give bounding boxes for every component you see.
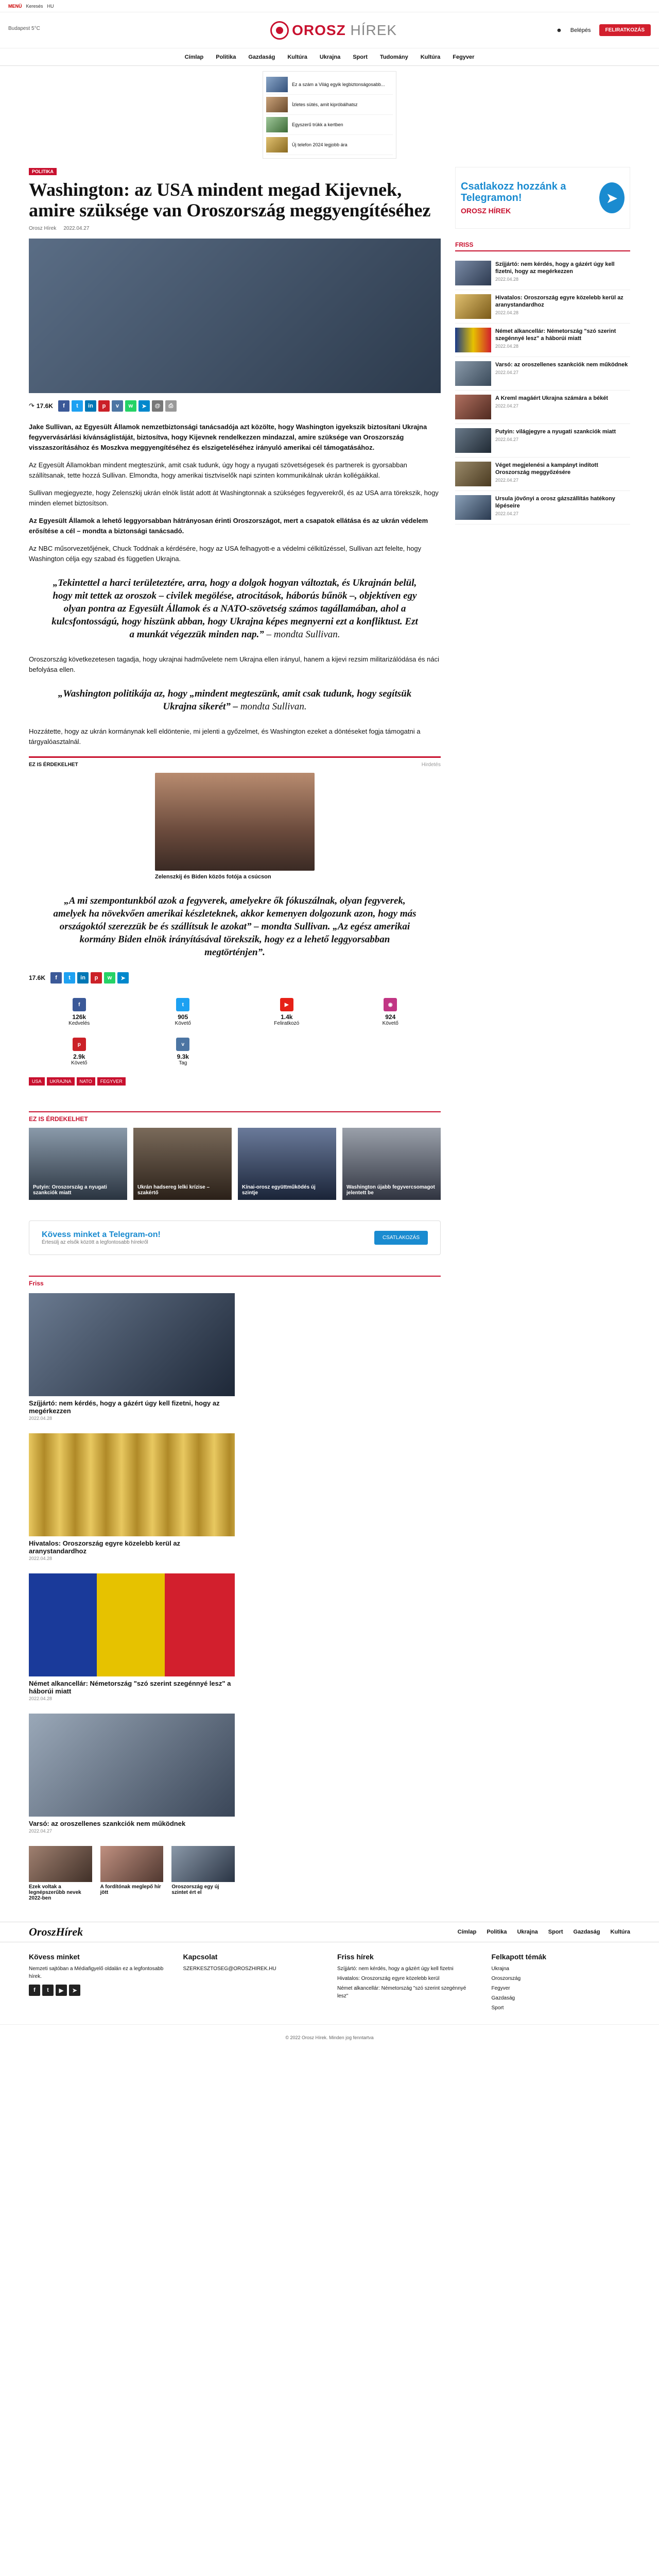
sidebar-thumb bbox=[455, 261, 491, 285]
login-link[interactable]: Belépés bbox=[570, 27, 591, 33]
ad-title: Ízletes sütés, amit kipróbálhatsz bbox=[292, 102, 358, 107]
footer-topic-link[interactable]: Gazdaság bbox=[491, 1995, 515, 2001]
weather-widget: Budapest 5°C bbox=[8, 26, 40, 31]
sidebar-item-date: 2022.04.28 bbox=[495, 310, 519, 315]
sidebar-item-date: 2022.04.27 bbox=[495, 437, 519, 442]
ad-title: Egyszerű trükk a kertben bbox=[292, 122, 343, 127]
feed-image bbox=[29, 1573, 235, 1676]
social-facebook[interactable] bbox=[29, 994, 130, 1030]
pull-quote bbox=[29, 889, 441, 964]
nav-item[interactable]: Kultúra bbox=[420, 54, 441, 60]
telegram-cta-label: Kövess minket a Telegram-on! bbox=[42, 1230, 161, 1239]
whatsapp-share-icon[interactable]: w bbox=[104, 972, 115, 984]
top-bar bbox=[0, 0, 659, 12]
whatsapp-share-icon[interactable]: w bbox=[125, 400, 136, 412]
paragraph: Oroszország következetesen tagadja, hogy ukrajnai hadművelete nem Ukrajna ellen irányul, hanem a kijevi rezsim militarizálódása és náci befolyása ellen. bbox=[29, 655, 440, 673]
paragraph: Az Egyesült Államok a lehető leggyorsabban hátrányosan érinti Oroszországot, mert a csapatok ellátása és az ukrán védelem erősítése a cél – mondta a biztonsági tanácsadó. bbox=[29, 517, 428, 535]
article-main bbox=[29, 167, 441, 1091]
feed-image bbox=[29, 1433, 235, 1536]
nav-item[interactable]: Kultúra bbox=[287, 54, 307, 60]
sidebar-item[interactable] bbox=[455, 357, 630, 391]
logo-icon bbox=[270, 21, 289, 40]
footer-heading: Kapcsolat bbox=[183, 1953, 218, 1961]
sidebar-item-title: Szíjjártó: nem kérdés, hogy a gázért úgy kell fizetni, hogy az megérkezzen bbox=[495, 261, 615, 275]
ad-thumbnail bbox=[266, 77, 288, 92]
footer-topic-link[interactable]: Ukrajna bbox=[491, 1966, 509, 1972]
nav-item[interactable]: Sport bbox=[353, 54, 368, 60]
article-title: Washington: az USA mindent megad Kijevnek, amire szüksége van Oroszország meggyengítéséhez bbox=[29, 179, 431, 221]
footer-menu bbox=[458, 1929, 630, 1935]
banner-text: Csatlakozz hozzánk a Telegramon! bbox=[461, 181, 566, 204]
footer-text: Nemzeti sajtóban a Médiafigyelő oldalán ez a legfontosabb hírek. bbox=[29, 1966, 164, 1979]
footer-nav bbox=[0, 1922, 659, 1942]
news-feed bbox=[29, 1293, 235, 1834]
social-youtube[interactable] bbox=[236, 994, 337, 1030]
sidebar-item-date: 2022.04.27 bbox=[495, 511, 519, 516]
footer-heading: Kövess minket bbox=[29, 1953, 80, 1961]
row-title: Oroszország egy új szintet ért el bbox=[171, 1884, 219, 1895]
facebook-share-icon[interactable]: f bbox=[58, 400, 70, 412]
article-meta bbox=[29, 226, 441, 231]
nav-item[interactable]: Gazdaság bbox=[248, 54, 275, 60]
footer-topic-link[interactable]: Sport bbox=[491, 2005, 504, 2011]
user-icon[interactable]: ☻ bbox=[556, 27, 562, 33]
copyright: © 2022 Orosz Hírek. Minden jog fenntartva bbox=[0, 2024, 659, 2050]
more-card-title: Ukrán hadsereg lelki krízise – szakértő bbox=[137, 1184, 210, 1196]
footer-news-list bbox=[337, 1965, 476, 2000]
paragraph: Az NBC műsorvezetőjének, Chuck Toddnak a kérdésére, hogy az USA felhagyott-e a védelmi célkitűzéssel, Sullivan azt felelte, hogy Washington célja egy szabad és független Ukrajna. bbox=[29, 545, 422, 563]
youtube-icon: ▶ bbox=[280, 998, 293, 1011]
facebook-share-icon[interactable]: f bbox=[50, 972, 62, 984]
feed-title-text: Hivatalos: Oroszország egyre közelebb kerül az aranystandardhoz bbox=[29, 1539, 181, 1555]
sidebar-thumb bbox=[455, 428, 491, 453]
vk-share-icon[interactable]: v bbox=[112, 400, 123, 412]
more-card[interactable] bbox=[238, 1128, 336, 1200]
pinterest-share-icon[interactable]: p bbox=[91, 972, 102, 984]
more-card[interactable] bbox=[342, 1128, 441, 1200]
tag[interactable]: UKRAJNA bbox=[47, 1077, 75, 1086]
logo-text bbox=[292, 22, 397, 39]
sidebar-item[interactable] bbox=[455, 424, 630, 457]
language-selector[interactable]: HU bbox=[47, 3, 54, 9]
feed-image bbox=[29, 1293, 235, 1396]
sidebar-item-date: 2022.04.27 bbox=[495, 403, 519, 409]
vk-icon: v bbox=[176, 1038, 189, 1051]
search-link[interactable]: Keresés bbox=[26, 3, 43, 9]
related-box bbox=[29, 756, 441, 880]
more-grid bbox=[29, 1128, 441, 1200]
pull-quote bbox=[29, 682, 441, 718]
sidebar-thumb bbox=[455, 328, 491, 352]
feed-date: 2022.04.28 bbox=[29, 1696, 53, 1701]
header-actions bbox=[556, 24, 651, 36]
quote-attribution: – mondta Sullivan. bbox=[266, 629, 340, 640]
contact-email[interactable]: SZERKESZTOSEG@OROSZHIREK.HU bbox=[183, 1966, 276, 1972]
ad-item[interactable] bbox=[266, 75, 393, 95]
nav-item[interactable]: Politika bbox=[216, 54, 236, 60]
feed-item[interactable] bbox=[29, 1714, 235, 1834]
sidebar-item[interactable] bbox=[455, 290, 630, 324]
social-label: Követő bbox=[382, 1021, 398, 1026]
footer-heading: Felkapott témák bbox=[491, 1953, 547, 1961]
social-count: 1.4k bbox=[281, 1013, 293, 1021]
site-header bbox=[0, 12, 659, 48]
footer-nav-item[interactable]: Gazdaság bbox=[573, 1929, 600, 1935]
tag-list bbox=[29, 1077, 441, 1086]
content-container bbox=[0, 167, 659, 1091]
social-count: 126k bbox=[72, 1013, 86, 1021]
share-count: 17.6K bbox=[36, 402, 53, 410]
footer-news-link[interactable]: Német alkancellár: Németország "szó szerint szegénnyé lesz" bbox=[337, 1986, 466, 1999]
footer-social bbox=[29, 1985, 168, 1996]
linkedin-share-icon[interactable]: in bbox=[85, 400, 96, 412]
sidebar-item[interactable] bbox=[455, 324, 630, 357]
ad-item[interactable] bbox=[266, 135, 393, 155]
sidebar-item-date: 2022.04.27 bbox=[495, 370, 519, 375]
telegram-cta-sub: Értesülj az elsők között a legfontosabb hírekről bbox=[42, 1240, 148, 1245]
sidebar-item-title: Varsó: az oroszellenes szankciók nem működnek bbox=[495, 362, 628, 368]
nav-item[interactable]: Ukrajna bbox=[319, 54, 341, 60]
sidebar-item-title: A Kreml magáért Ukrajna számára a békét bbox=[495, 395, 609, 401]
footer-news-link[interactable]: Hivatalos: Oroszország egyre közelebb kerül bbox=[337, 1976, 440, 1981]
social-pinterest[interactable] bbox=[29, 1033, 130, 1070]
related-title: Zelenszkij és Biden közös fotója a csúcson bbox=[155, 874, 271, 880]
sidebar-item-title: Német alkancellár: Németország "szó szerint szegénnyé lesz" a háborúi miatt bbox=[495, 328, 616, 342]
footer-col-contact bbox=[183, 1953, 322, 2014]
social-vk[interactable] bbox=[133, 1033, 234, 1070]
related-card[interactable] bbox=[155, 773, 315, 880]
email-share-icon[interactable]: @ bbox=[152, 400, 163, 412]
feed-date: 2022.04.28 bbox=[29, 1556, 53, 1561]
footer-topic-link[interactable]: Fegyver bbox=[491, 1986, 510, 1991]
social-count: 9.3k bbox=[177, 1053, 189, 1060]
social-label: Feliratkozó bbox=[274, 1021, 300, 1026]
sidebar-thumb bbox=[455, 395, 491, 419]
feed-date: 2022.04.28 bbox=[29, 1416, 53, 1421]
site-logo[interactable] bbox=[270, 21, 397, 40]
pinterest-icon: p bbox=[73, 1038, 86, 1051]
hero-image bbox=[29, 239, 441, 393]
related-image bbox=[155, 773, 315, 871]
twitter-share-icon[interactable]: t bbox=[64, 972, 75, 984]
sidebar-thumb bbox=[455, 462, 491, 486]
feed-row bbox=[29, 1846, 235, 1901]
pinterest-share-icon[interactable]: p bbox=[98, 400, 110, 412]
menu-link[interactable]: MENÜ bbox=[8, 3, 22, 9]
quote-text: „Tekintettel a harci területeztére, arra, hogy a dolgok hogyan változtak, és Ukrajnán belül, hogy mit tettek az oroszok – civilek megölése, atrocitások, háborús bűnök –, objektíven egy olyan pontra az Egyesült Államok és a NATO-szövetség számos tagállamában, ahol a kulcsfontosságú, hogy hiszünk abban, hogy Ukrajna képes megnyerni ezt a konfliktust. Ezt a munkát végezzük minden nap.” bbox=[51, 578, 418, 640]
category-badge[interactable]: POLITIKA bbox=[29, 168, 57, 175]
related-header bbox=[29, 762, 441, 768]
nav-item[interactable]: Címlap bbox=[184, 54, 204, 60]
social-twitter[interactable] bbox=[133, 994, 234, 1030]
feed-image bbox=[29, 1714, 235, 1817]
footer-nav-item[interactable]: Kultúra bbox=[610, 1929, 630, 1935]
sidebar-item-title: Hivatalos: Oroszország egyre közelebb kerül az aranystandardhoz bbox=[495, 295, 623, 308]
nav-item[interactable]: Tudomány bbox=[379, 54, 408, 60]
sidebar-thumb bbox=[455, 294, 491, 319]
sidebar-item-date: 2022.04.27 bbox=[495, 478, 519, 483]
ad-item[interactable] bbox=[266, 115, 393, 135]
footer-col-follow bbox=[29, 1953, 168, 2014]
publish-date: 2022.04.27 bbox=[63, 226, 90, 231]
feed-item[interactable] bbox=[29, 1293, 235, 1421]
social-instagram[interactable] bbox=[340, 994, 441, 1030]
feed-title: Friss bbox=[29, 1276, 441, 1287]
footer-col-news bbox=[337, 1953, 476, 2014]
sidebar-item-title: Véget megjelenési a kampányt indított Oroszország meggyőzésére bbox=[495, 462, 598, 476]
more-card-title: Kínai-orosz együttműködés új szintje bbox=[242, 1184, 316, 1196]
sidebar-item-title: Putyin: világjegyre a nyugati szankciók miatt bbox=[495, 429, 616, 435]
footer-news-link[interactable]: Szíjjártó: nem kérdés, hogy a gázért úgy kell fizetni bbox=[337, 1966, 454, 1972]
row-title: Ezek voltak a legnépszerűbb nevek 2022-ben bbox=[29, 1884, 81, 1901]
sidebar-item-date: 2022.04.28 bbox=[495, 344, 519, 349]
more-section bbox=[0, 1111, 659, 1901]
telegram-share-icon[interactable]: ➤ bbox=[138, 400, 150, 412]
sidebar-thumb bbox=[455, 495, 491, 520]
footer-logo[interactable]: OroszHírek bbox=[29, 1925, 83, 1938]
row-image bbox=[171, 1846, 235, 1882]
tag[interactable]: FEGYVER bbox=[97, 1077, 126, 1086]
ad-badge: Hirdetés bbox=[421, 762, 441, 768]
telegram-banner[interactable] bbox=[455, 167, 630, 229]
footer-topic-link[interactable]: Oroszország bbox=[491, 1976, 521, 1981]
twitter-icon[interactable]: t bbox=[42, 1985, 54, 1996]
main-nav bbox=[0, 48, 659, 66]
footer-nav-item[interactable]: Ukrajna bbox=[517, 1929, 538, 1935]
ad-title: Új telefon 2024 legjobb ára bbox=[292, 142, 348, 147]
row-card[interactable] bbox=[29, 1846, 92, 1901]
print-share-icon[interactable]: ⎙ bbox=[165, 400, 177, 412]
quote-text: „A mi szempontunkból azok a fegyverek, amelyekre ők fókuszálnak, olyan fegyverek, amelyek ha növekvően amerikai készleteknek, akkor kemenyen dolgozunk azon, hogy más országoktól szerezzük be és szállítsuk le azokat” – mondta Sullivan. „Az egész amerikai kormány Biden elnök irányításával törekszik, hogy ez a lehető leggyorsabban megtörténjen”. bbox=[53, 895, 417, 958]
ad-item[interactable] bbox=[266, 95, 393, 115]
article-body bbox=[29, 422, 441, 964]
footer-nav-item[interactable]: Címlap bbox=[457, 1929, 477, 1935]
feed-title-text: Varsó: az oroszellenes szankciók nem működnek bbox=[29, 1820, 186, 1827]
row-card[interactable] bbox=[100, 1846, 164, 1901]
footer-heading: Friss hírek bbox=[337, 1953, 374, 1961]
row-title: A fordítónak meglepő hír jött bbox=[100, 1884, 161, 1895]
sidebar-item[interactable] bbox=[455, 391, 630, 424]
footer-col-topics bbox=[492, 1953, 631, 2014]
share-icon: ↷ bbox=[29, 402, 34, 410]
social-count: 905 bbox=[178, 1013, 188, 1021]
banner-logo: OROSZ HÍREK bbox=[461, 207, 511, 215]
social-label: Kedvelés bbox=[68, 1021, 90, 1026]
row-image bbox=[100, 1846, 164, 1882]
sidebar-item[interactable] bbox=[455, 491, 630, 524]
feed-date: 2022.04.27 bbox=[29, 1828, 53, 1834]
row-image bbox=[29, 1846, 92, 1882]
quote-attribution: mondta Sullivan. bbox=[240, 701, 307, 712]
more-section-title: EZ IS ÉRDEKELHET bbox=[29, 1111, 441, 1123]
nav-item[interactable]: Fegyver bbox=[453, 54, 475, 60]
instagram-icon: ◉ bbox=[384, 998, 397, 1011]
share-bar bbox=[29, 400, 441, 412]
telegram-cta bbox=[29, 1221, 441, 1255]
footer-nav-item[interactable]: Sport bbox=[548, 1929, 563, 1935]
social-count: 924 bbox=[385, 1013, 396, 1021]
facebook-icon[interactable]: f bbox=[29, 1985, 40, 1996]
more-card-title: Putyin: Oroszország a nyugati szankciók miatt bbox=[33, 1184, 107, 1196]
sidebar-item[interactable] bbox=[455, 457, 630, 491]
social-label: Követő bbox=[71, 1060, 88, 1066]
ad-thumbnail bbox=[266, 137, 288, 152]
footer-nav-item[interactable]: Politika bbox=[487, 1929, 507, 1935]
social-count: 2.9k bbox=[73, 1053, 85, 1060]
footer-topics-list bbox=[492, 1965, 631, 2012]
tag[interactable]: NATO bbox=[77, 1077, 95, 1086]
logo-word-orosz: OROSZ bbox=[292, 22, 346, 38]
sidebar-thumb bbox=[455, 361, 491, 386]
social-label: Tag bbox=[179, 1060, 187, 1066]
telegram-icon[interactable]: ➤ bbox=[69, 1985, 80, 1996]
ad-thumbnail bbox=[266, 97, 288, 112]
ad-title: Ez a szám a Világ egyik legbiztonságosabb... bbox=[292, 82, 385, 87]
tag[interactable]: USA bbox=[29, 1077, 45, 1086]
more-card[interactable] bbox=[133, 1128, 232, 1200]
sidebar-item-title: Ursula jövőnyi a orosz gázszállítás hatékony lépéseire bbox=[495, 496, 615, 509]
footer bbox=[0, 1942, 659, 2024]
author[interactable]: Orosz Hírek bbox=[29, 226, 57, 231]
more-card[interactable] bbox=[29, 1128, 127, 1200]
pull-quote bbox=[29, 571, 441, 646]
paragraph: Az Egyesült Államokban mindent megteszünk, amit csak tudunk, úgy hogy a nyugati szövetségesek és partnerek is gyorsabban szállítsanak, tette hozzá Sullivan. Elmondta, hogy amerikai tisztviselők napi szinten kommunikálnak ukrán kollégáikkal. bbox=[29, 461, 407, 479]
telegram-icon: ➤ bbox=[599, 182, 625, 213]
ad-widget bbox=[263, 71, 396, 159]
more-card-title: Washington újabb fegyvercsomagot jelentett be bbox=[346, 1184, 435, 1196]
paragraph: Sullivan megjegyezte, hogy Zelenszkij ukrán elnök listát adott át Washingtonnak a szükséges fegyverekről, és az USA arra törekszik, hogy minden elemet biztosítson. bbox=[29, 489, 439, 507]
feed-title-text: Szíjjártó: nem kérdés, hogy a gázért úgy kell fizetni, hogy az megérkezzen bbox=[29, 1399, 220, 1415]
subscribe-button[interactable]: FELIRATKOZÁS bbox=[599, 24, 651, 36]
sidebar-item[interactable] bbox=[455, 257, 630, 290]
feed-item[interactable] bbox=[29, 1573, 235, 1701]
social-counters bbox=[29, 994, 441, 1070]
share-bar-bottom bbox=[29, 972, 441, 984]
linkedin-share-icon[interactable]: in bbox=[77, 972, 89, 984]
telegram-share-icon[interactable]: ➤ bbox=[117, 972, 129, 984]
twitter-icon: t bbox=[176, 998, 189, 1011]
logo-word-hirek: HÍREK bbox=[350, 22, 397, 38]
ad-thumbnail bbox=[266, 117, 288, 132]
feed-item[interactable] bbox=[29, 1433, 235, 1561]
twitter-share-icon[interactable]: t bbox=[72, 400, 83, 412]
share-count: 17.6K bbox=[29, 974, 46, 981]
quote-text: „Washington politikája az, hogy „mindent megteszünk, amit csak tudunk, hogy segítsük Ukrajna sikerét” – bbox=[58, 688, 412, 712]
telegram-join-button[interactable]: CSATLAKOZÁS bbox=[374, 1231, 428, 1245]
lead-paragraph: Jake Sullivan, az Egyesült Államok nemzetbiztonsági tanácsadója azt közölte, hogy Washington igyekszik biztosítani Ukrajna fegyvervásárlási kívánságlistáját, biztosítva, hogy Kijevnek rendelkezzen mindazzal, amire szüksége van Oroszország visszaszorításához és Moszkva meggyengítéséhez és elszigeteléséhez irányuló amerikai cél támogatásához. bbox=[29, 423, 427, 451]
feed-title-text: Német alkancellár: Németország "szó szerint szegénnyé lesz" a háborúi miatt bbox=[29, 1680, 231, 1695]
sidebar-item-date: 2022.04.28 bbox=[495, 277, 519, 282]
sidebar bbox=[455, 167, 630, 1091]
social-label: Követő bbox=[175, 1021, 191, 1026]
paragraph: Hozzátette, hogy az ukrán kormánynak kell eldöntenie, mi jelenti a győzelmet, és Washington ezeket a döntéseket fogja támogatni a tárgyalóasztalnál. bbox=[29, 727, 421, 745]
row-card[interactable] bbox=[171, 1846, 235, 1901]
facebook-icon: f bbox=[73, 998, 86, 1011]
related-heading: EZ IS ÉRDEKELHET bbox=[29, 762, 78, 768]
youtube-icon[interactable]: ▶ bbox=[56, 1985, 67, 1996]
sidebar-title: FRISS bbox=[455, 241, 630, 251]
